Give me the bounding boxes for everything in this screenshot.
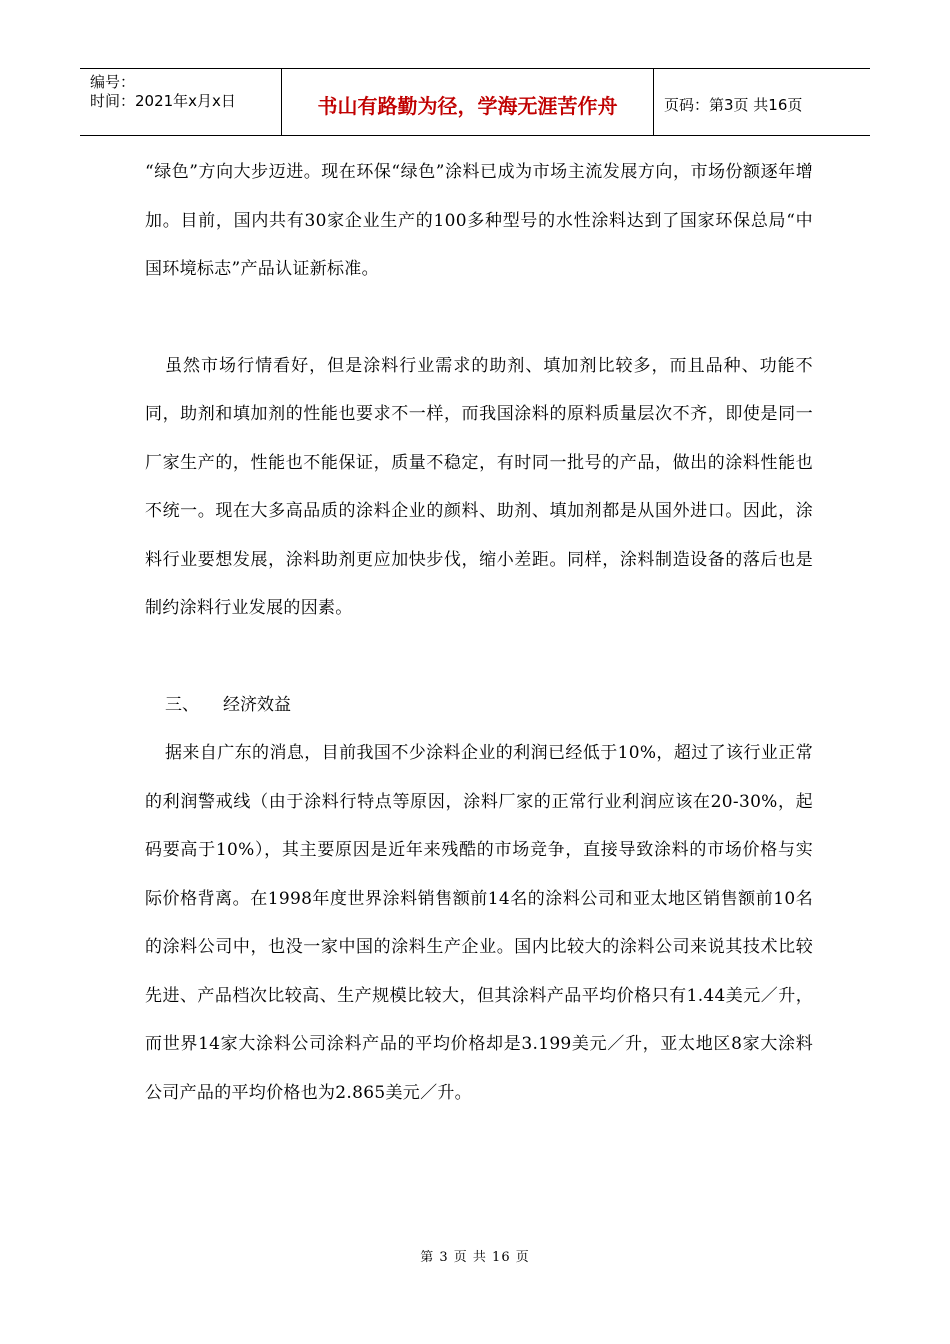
page-header bbox=[80, 68, 870, 136]
header-page-label: 页码：第3页 共16页 bbox=[664, 95, 803, 114]
date-label: 时间：2021年x月x日 bbox=[90, 92, 236, 110]
paragraph-gap bbox=[145, 294, 813, 342]
header-meta bbox=[80, 69, 282, 135]
document-body bbox=[145, 148, 813, 1117]
section-number: 三、 bbox=[165, 694, 199, 715]
page-footer: 第 3 页 共 16 页 bbox=[420, 1250, 530, 1265]
number-label: 编号： bbox=[90, 73, 136, 91]
paragraph-green-coatings: “绿色”方向大步迈进。现在环保“绿色”涂料已成为市场主流发展方向，市场份额逐年增加。目前，国内共有30家企业生产的100多种型号的水性涂料达到了国家环保总局“中国环境标志”产品认证新标准。 bbox=[145, 162, 813, 279]
header-motto: 书山有路勤为径，学海无涯苦作舟 bbox=[282, 69, 654, 135]
section-heading bbox=[145, 681, 813, 730]
paragraph-additives: 虽然市场行情看好，但是涂料行业需求的助剂、填加剂比较多，而且品种、功能不同，助剂和填加剂的性能也要求不一样，而我国涂料的原料质量层次不齐，即使是同一厂家生产的，性能也不能保证，质量不稳定，有时同一批号的产品，做出的涂料性能也不统一。现在大多高品质的涂料企业的颜料、助剂、填加剂都是从国外进口。因此，涂料行业要想发展，涂料助剂更应加快步伐，缩小差距。同样，涂料制造设备的落后也是制约涂料行业发展的因素。 bbox=[145, 355, 813, 618]
paragraph-gap bbox=[145, 633, 813, 681]
paragraph-economic-benefit: 据来自广东的消息，目前我国不少涂料企业的利润已经低于10%，超过了该行业正常的利润警戒线（由于涂料行特点等原因，涂料厂家的正常行业利润应该在20-30%，起码要高于10%），其主要原因是近年来残酷的市场竞争，直接导致涂料的市场价格与实际价格背离。在1998年度世界涂料销售额前14名的涂料公司和亚太地区销售额前10名的涂料公司中，也没一家中国的涂料生产企业。国内比较大的涂料公司来说其技术比较先进、产品档次比较高、生产规模比较大，但其涂料产品平均价格只有1.44美元／升，而世界14家大涂料公司涂料产品的平均价格却是3.199美元／升，亚太地区8家大涂料公司产品的平均价格也为2.865美元／升。 bbox=[145, 743, 813, 1103]
section-title: 经济效益 bbox=[223, 694, 291, 715]
